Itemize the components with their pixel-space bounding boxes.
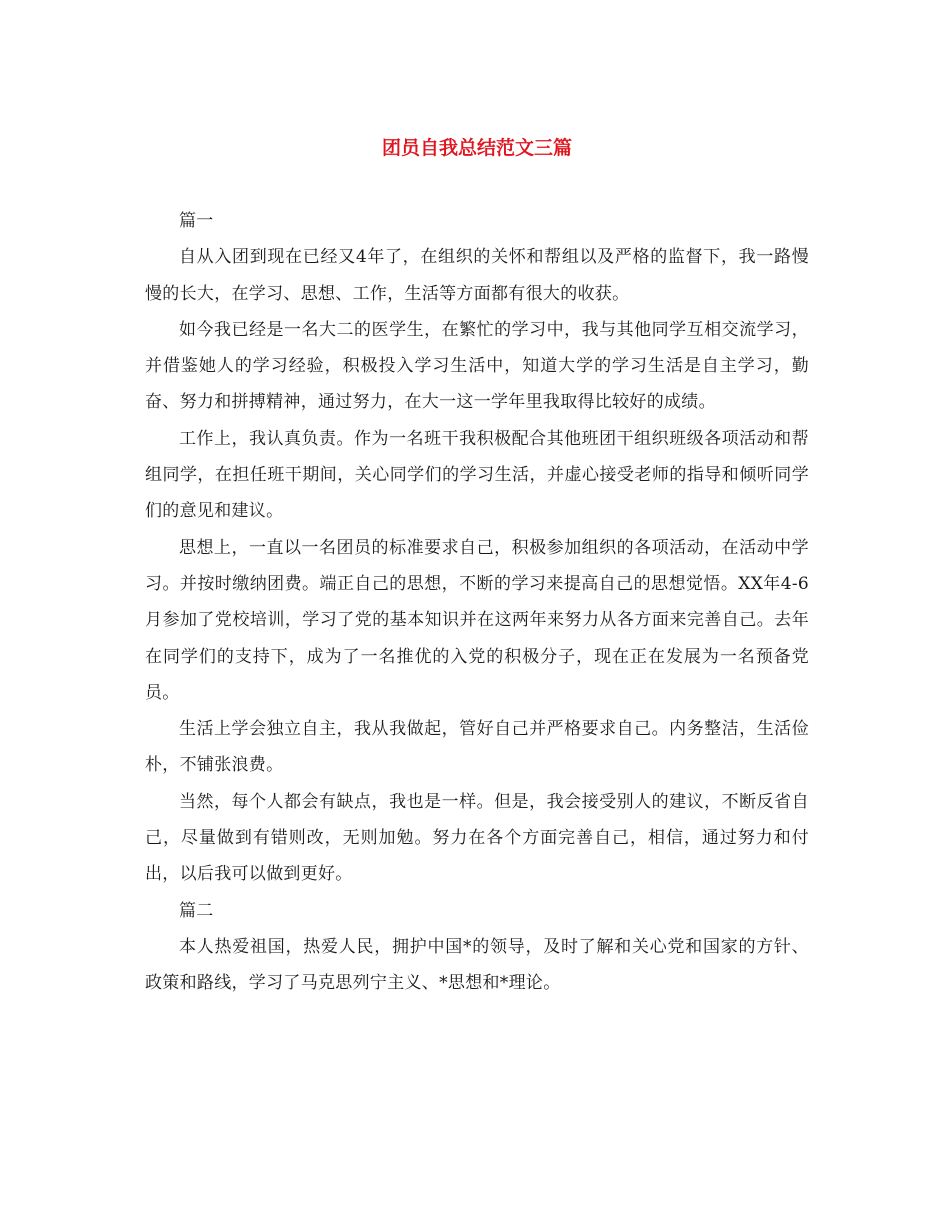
paragraph: 思想上，一直以一名团员的标准要求自己，积极参加组织的各项活动，在活动中学习。并按时缴纳团费。端正自己的思想，不断的学习来提高自己的思想觉悟。XX年4-6月参加了党校培训，学习了党的基本知识并在这两年来努力从各方面来完善自己。去年在同学们的支持下，成为了一名推优的入党的积极分子，现在正在发展为一名预备党员。 <box>145 537 809 703</box>
paragraph: 当然，每个人都会有缺点，我也是一样。但是，我会接受别人的建议，不断反省自己，尽量做到有错则改，无则加勉。努力在各个方面完善自己，相信，通过努力和付出，以后我可以做到更好。 <box>145 791 809 885</box>
paragraph: 自从入团到现在已经又4年了，在组织的关怀和帮组以及严格的监督下，我一路慢慢的长大，在学习、思想、工作，生活等方面都有很大的收获。 <box>145 247 809 304</box>
paragraph: 如今我已经是一名大二的医学生，在繁忙的学习中，我与其他同学互相交流学习，并借鉴她人的学习经验，积极投入学习生活中，知道大学的学习生活是自主学习，勤奋、努力和拼搏精神，通过努力，在大一这一学年里我取得比较好的成绩。 <box>145 319 809 413</box>
paragraph: 本人热爱祖国，热爱人民，拥护中国*的领导，及时了解和关心党和国家的方针、政策和路线，学习了马克思列宁主义、*思想和*理论。 <box>145 936 809 994</box>
document-body <box>145 203 809 1002</box>
document-title: 团员自我总结范文三篇 <box>381 137 572 159</box>
section-heading: 篇一 <box>179 211 214 231</box>
paragraph: 工作上，我认真负责。作为一名班干我积极配合其他班团干组织班级各项活动和帮组同学，在担任班干期间，关心同学们的学习生活，并虚心接受老师的指导和倾听同学们的意见和建议。 <box>145 428 809 522</box>
section-heading: 篇二 <box>179 900 214 921</box>
paragraph: 生活上学会独立自主，我从我做起，管好自己并严格要求自己。内务整洁，生活俭朴，不铺张浪费。 <box>145 719 809 776</box>
